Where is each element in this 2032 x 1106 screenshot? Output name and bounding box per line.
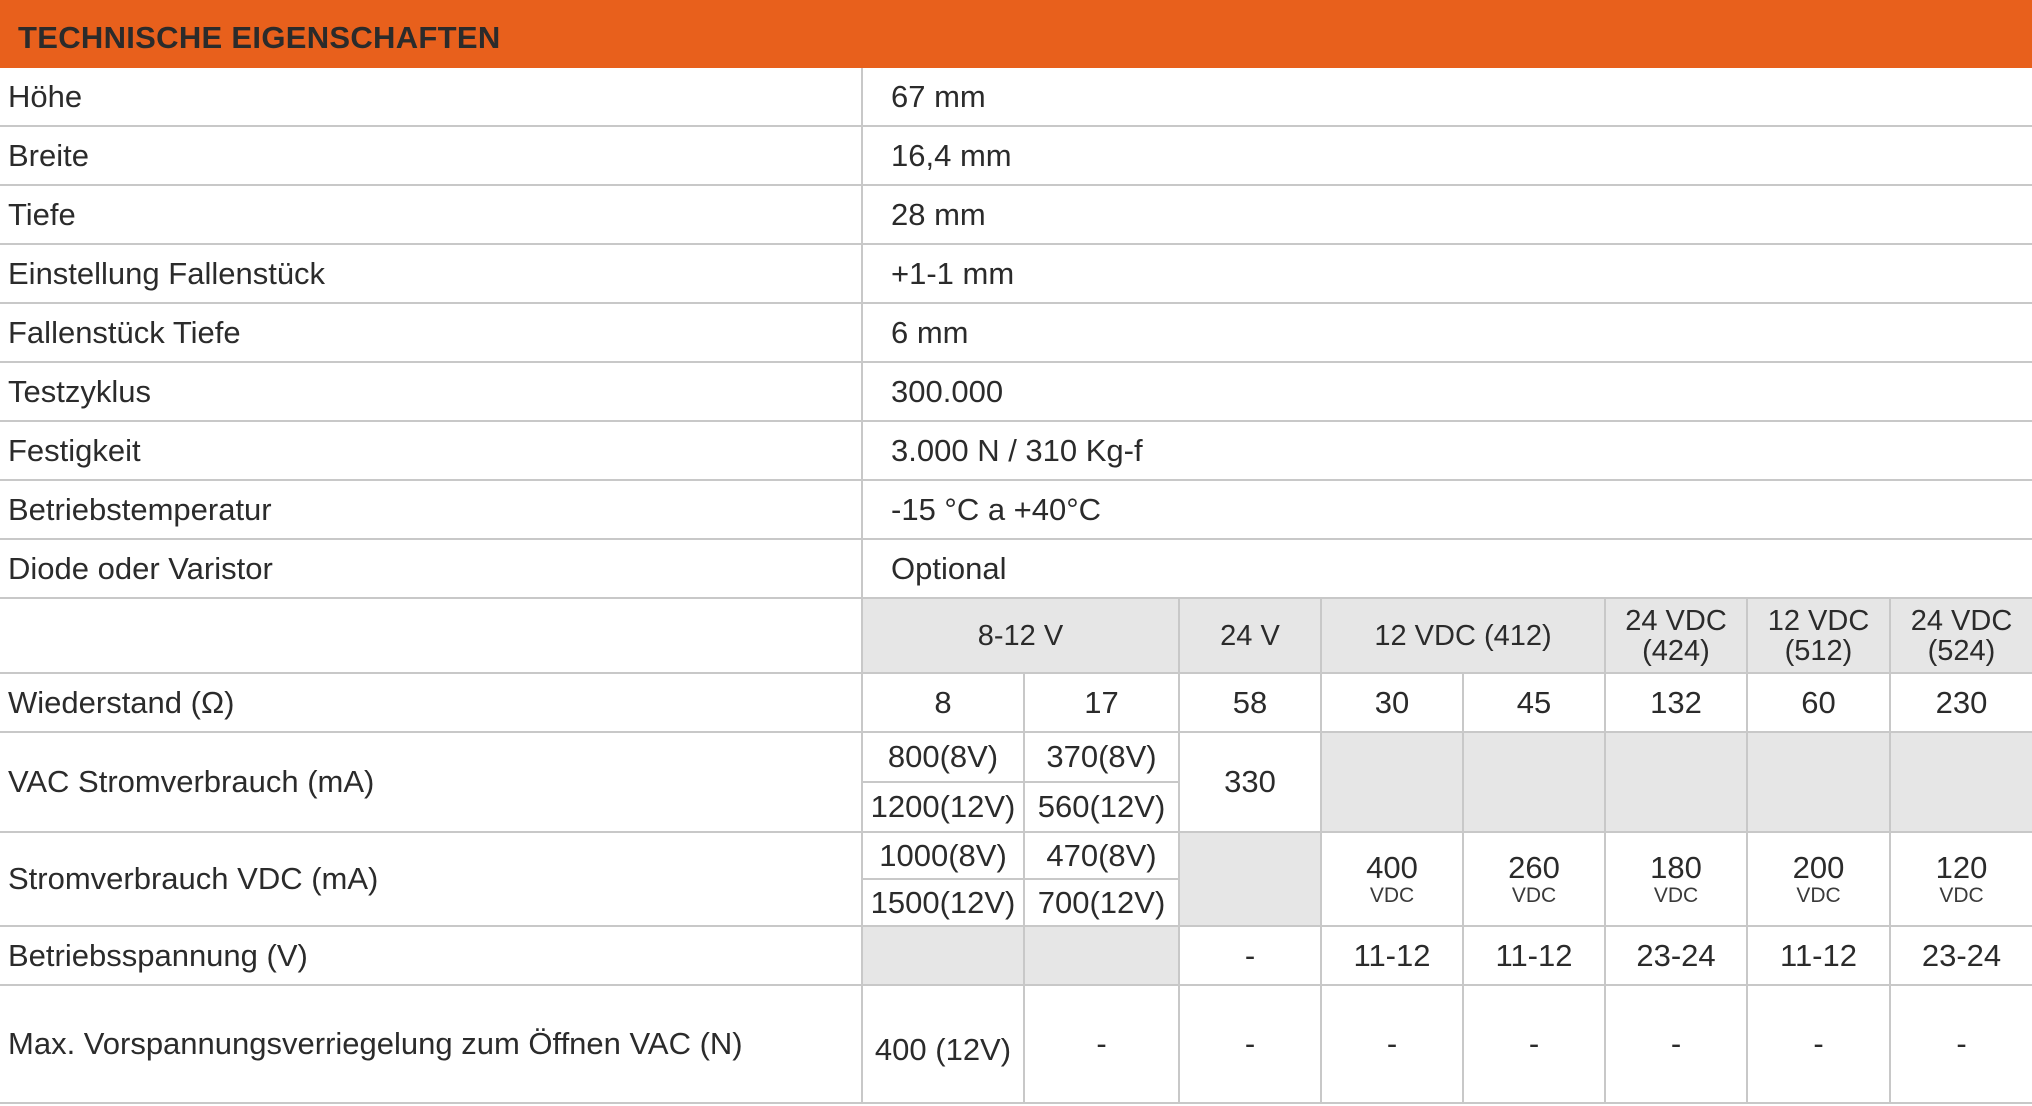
resistance-value: 60 [1747,673,1890,732]
row-label: Wiederstand (Ω) [0,673,862,732]
vdc-unit: VDC [1369,884,1415,907]
spec-label: Höhe [0,68,862,126]
empty-cell [1321,732,1463,832]
preload-value: - [1179,985,1321,1103]
spec-value: -15 °C a +40°C [862,480,2032,539]
vdc-value: 200 [1792,850,1845,885]
vdc-row [0,832,2032,879]
spec-label: Festigkeit [0,421,862,480]
voltage-header: 12 VDC (412) [1321,598,1605,673]
empty-cell [1605,732,1747,832]
vac-value: 370(8V) [1024,732,1179,782]
row-label: Stromverbrauch VDC (mA) [0,832,862,926]
vdc-unit: VDC [1511,884,1557,907]
vdc-value: 700(12V) [1024,879,1179,926]
spec-value: 6 mm [862,303,2032,362]
spec-row [0,185,2032,244]
vdc-value: 260 [1508,850,1560,885]
voltage-header: 24 V [1179,598,1321,673]
vac-value: 330 [1179,732,1321,832]
resistance-value: 132 [1605,673,1747,732]
resistance-value: 58 [1179,673,1321,732]
preload-value: - [1605,985,1747,1103]
empty-cell [1747,732,1890,832]
resistance-value: 230 [1890,673,2032,732]
vdc-value: 400 [1366,850,1418,885]
spec-label: Fallenstück Tiefe [0,303,862,362]
row-label: VAC Stromverbrauch (mA) [0,732,862,832]
voltage-header: 8-12 V [862,598,1179,673]
vac-value: 560(12V) [1024,782,1179,832]
voltage-value: - [1179,926,1321,985]
preload-value: - [1890,985,2032,1103]
vac-value: 800(8V) [862,732,1024,782]
vdc-unit: VDC [1796,884,1841,907]
empty-cell [1024,926,1179,985]
spec-row [0,362,2032,421]
spec-row [0,126,2032,185]
row-label: Betriebsspannung (V) [0,926,862,985]
spec-label: Tiefe [0,185,862,244]
empty-header-cell [0,598,862,673]
spec-table [0,68,2032,1104]
max-preload-row [0,985,2032,1103]
voltage-value: 11-12 [1747,926,1890,985]
vdc-value-cell [1747,832,1890,926]
vdc-value: 1500(12V) [862,879,1024,926]
spec-row [0,303,2032,362]
section-header [0,0,2032,68]
spec-label: Breite [0,126,862,185]
voltage-header: 12 VDC (512) [1747,598,1890,673]
resistance-value: 30 [1321,673,1463,732]
spec-row [0,244,2032,303]
spec-value: 28 mm [862,185,2032,244]
preload-value: - [1024,985,1179,1103]
preload-value: - [1747,985,1890,1103]
empty-cell [1890,732,2032,832]
voltage-value: 23-24 [1605,926,1747,985]
vdc-value-cell [1321,832,1463,926]
resistance-row [0,673,2032,732]
spec-label: Einstellung Fallenstück [0,244,862,303]
spec-row [0,68,2032,126]
voltage-header: 24 VDC (524) [1890,598,2032,673]
voltage-value: 23-24 [1890,926,2032,985]
empty-cell [862,926,1024,985]
vdc-value: 1000(8V) [862,832,1024,879]
spec-value: 3.000 N / 310 Kg-f [862,421,2032,480]
resistance-value: 17 [1024,673,1179,732]
spec-value: 300.000 [862,362,2032,421]
voltage-value: 11-12 [1321,926,1463,985]
section-title: TECHNISCHE EIGENSCHAFTEN [18,20,501,55]
vac-row [0,732,2032,782]
vdc-value: 470(8V) [1024,832,1179,879]
voltage-header: 24 VDC (424) [1605,598,1747,673]
voltage-value: 11-12 [1463,926,1605,985]
preload-value: - [1321,985,1463,1103]
empty-cell [1463,732,1605,832]
vdc-unit: VDC [1653,884,1699,907]
vdc-value-cell [1890,832,2032,926]
preload-value: - [1463,985,1605,1103]
spec-value: +1-1 mm [862,244,2032,303]
spec-row [0,421,2032,480]
spec-row [0,480,2032,539]
spec-label: Diode oder Varistor [0,539,862,598]
vdc-unit: VDC [1939,884,1984,907]
voltage-header-row [0,598,2032,673]
spec-row [0,539,2032,598]
resistance-value: 8 [862,673,1024,732]
preload-value: 400 (12V) [862,985,1024,1103]
spec-label: Betriebstemperatur [0,480,862,539]
empty-cell [1179,832,1321,926]
spec-value: Optional [862,539,2032,598]
resistance-value: 45 [1463,673,1605,732]
vac-value: 1200(12V) [862,782,1024,832]
row-label: Max. Vorspannungsverriegelung zum Öffnen VAC (N) [0,985,862,1103]
operating-voltage-row [0,926,2032,985]
vdc-value: 180 [1650,850,1702,885]
vdc-value-cell [1463,832,1605,926]
spec-label: Testzyklus [0,362,862,421]
vdc-value: 120 [1935,850,1988,885]
vdc-value-cell [1605,832,1747,926]
spec-value: 16,4 mm [862,126,2032,185]
spec-value: 67 mm [862,68,2032,126]
